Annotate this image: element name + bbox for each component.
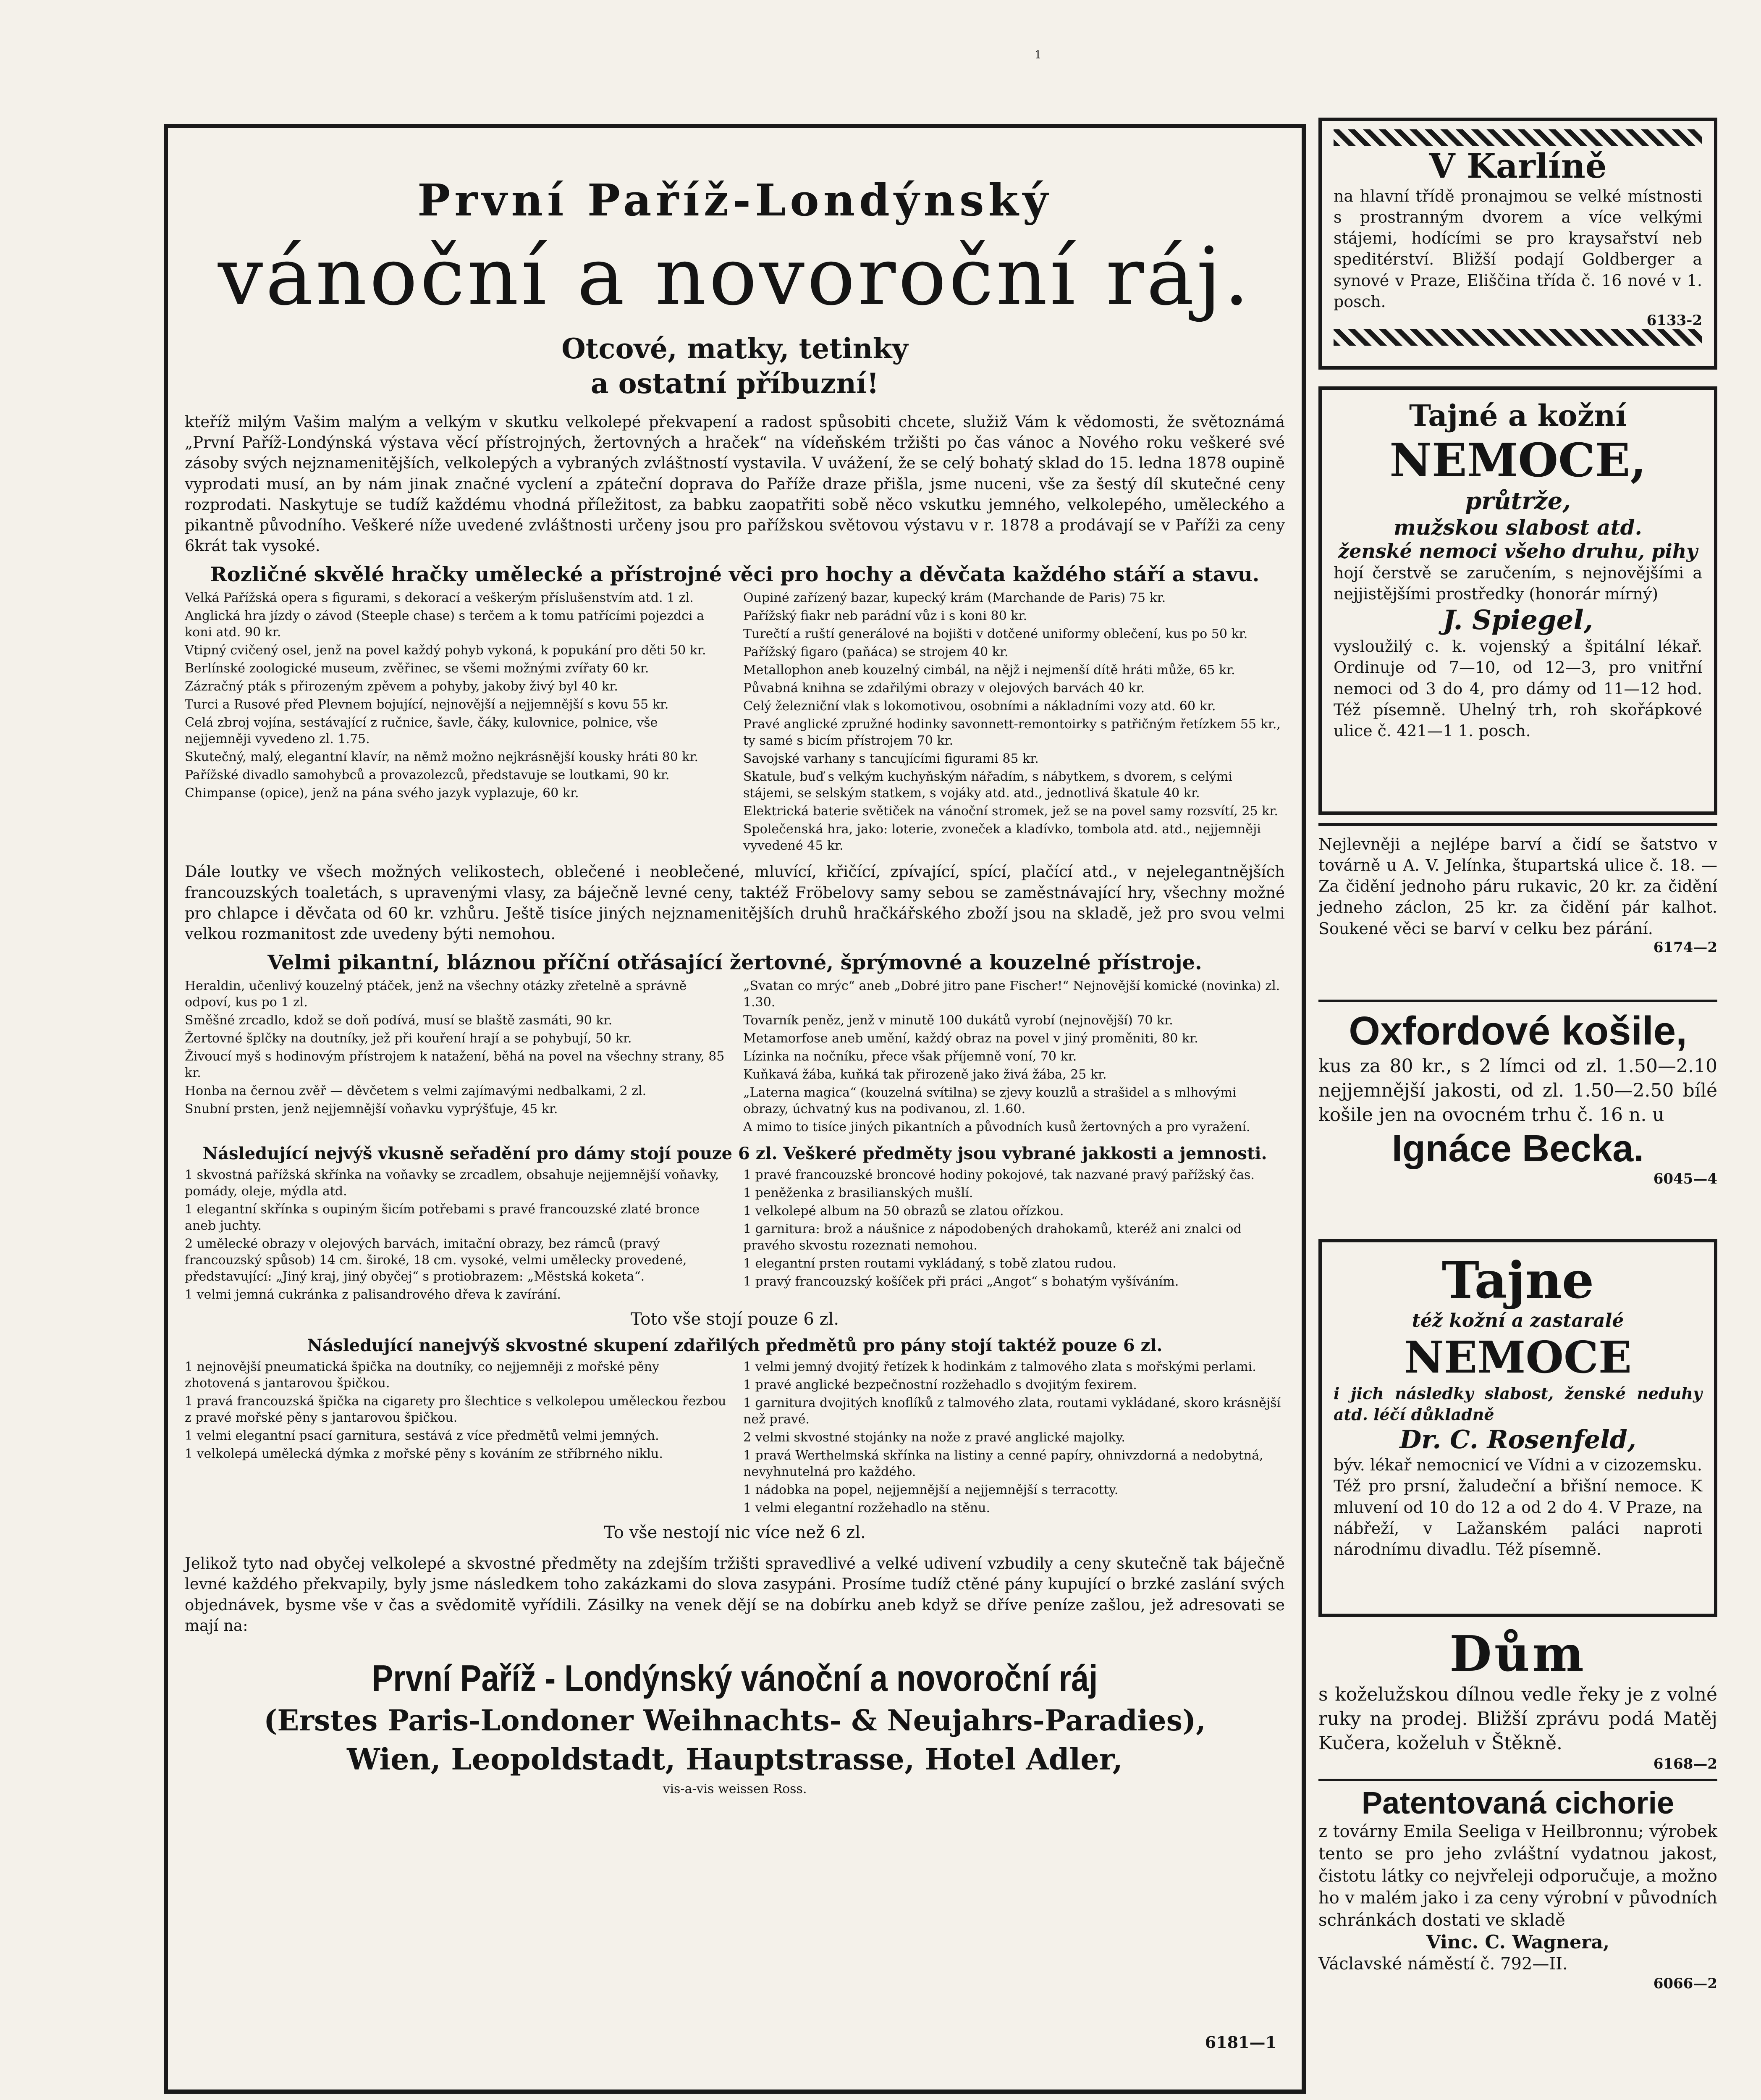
- ad-spiegel-line5: ženské nemoci všeho druhu, pihy: [1338, 540, 1698, 562]
- ad-dum-text: s koželužskou dílnou vedle řeky je z volné ruky na prodej. Bližší zprávu podá Matěj Kučera, koželuh v Štěkně.: [1318, 1684, 1717, 1754]
- list-item: 1 pravá Werthelmská skřínka na listiny a cenné papíry, ohnivzdorná a nedobytná, nevyhnutelná pro každého.: [743, 1448, 1263, 1480]
- list-item: 1 velkolepá umělecká dýmka z mořské pěny s kováním ze stříbrného niklu.: [185, 1446, 663, 1462]
- section2-title: Velmi pikantní, bláznou příční otřásající žertovné, šprýmovné a kouzelné přístroje.: [267, 951, 1202, 975]
- ad-becka-name: Ignáce Becka.: [1392, 1128, 1644, 1170]
- ad-karlin-code: 6133-2: [1646, 312, 1702, 329]
- list-item: Metallophon aneb kouzelný cimbál, na nějž i nejmenší dítě hráti může, 65 kr.: [743, 663, 1235, 678]
- ad-karlin: [1318, 118, 1717, 370]
- list-item: Pařížský figaro (paňáca) se strojem 40 kr.: [743, 645, 1009, 660]
- section4-right: [743, 1359, 1285, 1518]
- ad-rosenfeld: [1318, 1239, 1717, 1617]
- ad-spiegel: [1318, 386, 1717, 815]
- list-item: 1 velkolepé album na 50 obrazů se zlatou ořízkou.: [743, 1204, 1064, 1219]
- list-item: 1 velmi elegantní psací garnitura, sestává z více předmětů velmi jemných.: [185, 1428, 659, 1444]
- list-item: 1 peněženka z brasilianských mušlí.: [743, 1186, 973, 1201]
- ad-karlin-text: na hlavní třídě pronajmou se velké místnosti s prostranným dvorem a více velkými stájemi, hodícími se pro kraysařství neb speditérství. Bližší podají Goldberger a synové v Praze, Eliščina třída č. 16 nové v 1. posch.: [1334, 187, 1702, 311]
- ad-cichorie-address: Václavské náměstí č. 792—II.: [1318, 1954, 1568, 1974]
- ad-jelinek-text: Nejlevněji a nejlépe barví a čidí se šatstvo v továrně u A. V. Jelínka, štupartská ulice č. 18. — Za čidění jednoho páru rukavic, 20 kr. za čidění jedneho záclon, 25 kr. za čidění pár kalhot. Soukené věci se barví v celku bez párání.: [1318, 835, 1717, 938]
- list-item: „Svatan co mrýc“ aneb „Dobré jitro pane Fischer!“ Nejnovější komické (novinka) zl. 1.30.: [743, 979, 1280, 1010]
- ad-spiegel-line1: Tajné a kožní: [1409, 398, 1627, 433]
- ad-rosenfeld-line3: NEMOCE: [1404, 1331, 1632, 1383]
- section4-title: Následující nanejvýš skvostné skupení zdařilých předmětů pro pány stojí taktéž pouze 6 zl.: [307, 1336, 1163, 1356]
- list-item: Společenská hra, jako: loterie, zvoneček a kladívko, tombola atd. atd., nejjemněji vyvedené 45 kr.: [743, 822, 1261, 853]
- ad-cichorie-code: 6066—2: [1653, 1975, 1717, 1992]
- firm-german-name: (Erstes Paris-Londoner Weihnachts- & Neujahrs-Paradies),: [264, 1704, 1206, 1738]
- list-item: 1 pravý francouzský košíček při práci „Angot“ s bohatým vyšíváním.: [743, 1274, 1179, 1289]
- decorative-border: [1334, 329, 1702, 346]
- column-separator: [1318, 1779, 1717, 1781]
- section2-left: [185, 978, 726, 1137]
- ad-jelinek-code: 6174—2: [1653, 939, 1717, 956]
- ad-title-top: První Paříž-Londýnský: [417, 174, 1052, 226]
- list-item: Oupiné zařízený bazar, kupecký krám (Marchande de Paris) 75 kr.: [743, 591, 1166, 606]
- list-item: 1 pravá francouzská špička na cigarety pro šlechtice s velkolepou uměleckou řezbou z pravé mořské pěny s jantarovou špičkou.: [185, 1394, 726, 1425]
- list-item: 1 skvostná pařížská skřínka na voňavky se zrcadlem, obsahuje nejjemnější voňavky, pomády, oleje, mýdla atd.: [185, 1168, 719, 1199]
- list-item: 1 velmi elegantní rozžehadlo na stěnu.: [743, 1501, 991, 1516]
- ad-becka-title: Oxfordové košile,: [1349, 1008, 1687, 1053]
- list-item: Lízinka na nočníku, přece však příjemně voní, 70 kr.: [743, 1049, 1077, 1064]
- ad-dum: [1318, 1625, 1717, 1772]
- ad-spiegel-text2: vysloužilý c. k. vojenský a špitální lékař. Ordinuje od 7—10, od 12—3, pro vnitřní nemoci od 3 do 4, pro dámy od 11—12 hod. Též písemně. Uhelný trh, roh skořápkové ulice č. 421—1 1. posch.: [1334, 637, 1702, 740]
- list-item: Pařížské divadlo samohybců a provazolezců, představuje se loutkami, 90 kr.: [185, 768, 670, 783]
- list-item: Savojské varhany s tancujícími figurami 85 kr.: [743, 751, 1039, 766]
- list-item: Turečtí a ruští generálové na bojišti v dotčené uniformy oblečení, kus po 50 kr.: [743, 627, 1248, 642]
- ad-rosenfeld-line4: i jich následky slabost, ženské neduhy atd. léčí důkladně: [1334, 1384, 1702, 1424]
- list-item: Živoucí myš s hodinovým přístrojem k natažení, běhá na povel na všechny strany, 85 kr.: [185, 1049, 725, 1081]
- list-item: Elektrická baterie světiček na vánoční stromek, jež se na povel samy rozsvítí, 25 kr.: [743, 804, 1278, 819]
- list-item: Směšné zrcadlo, kdož se doň podívá, musí se blaště zasmáti, 90 kr.: [185, 1013, 613, 1028]
- list-item: Celá zbroj vojína, sestávající z ručnice, šavle, čáky, kulovnice, polnice, vše nejjemněji vyvedeno zl. 1.75.: [185, 715, 658, 747]
- list-item: Žertovné šplčky na doutníky, jež při kouření hrají a se pohybují, 50 kr.: [185, 1031, 632, 1046]
- list-item: Skutečný, malý, elegantní klavír, na němž možno nejkrásnější kousky hráti 80 kr.: [185, 750, 699, 765]
- page-mark: 1: [1035, 49, 1042, 61]
- list-item: 2 umělecké obrazy v olejových barvách, imitační obrazy, bez rámců (pravý francouzský spůsob) 14 cm. široké, 18 cm. vysoké, velmi umělecky provedené, představující: „Jiný kraj, jiný obyčej“ s protiobrazem: „Městská koketa“.: [185, 1236, 687, 1284]
- ad-dum-title: Dům: [1449, 1625, 1586, 1683]
- ad-cichorie: [1318, 1785, 1717, 1992]
- ad-cichorie-title: Patentovaná cichorie: [1361, 1785, 1675, 1820]
- section2-columns: [185, 978, 1285, 1137]
- closing-paragraph: Jelikož tyto nad obyčej velkolepé a skvostné předměty na zdejším tržišti spravedlivé a velké udivení vzbudily a ceny skutečně tak báječně levné každého překvapily, byly jsme následkem toho zakázkami do slova zasypáni. Prosíme tudíž ctěné pány kupující o brzké zaslání svých objednávek, bysme vše v čas a svědomitě vyřídili. Zásilky na venek dějí se na dobírku aneb když se dříve peníze zašlou, jež adresovati se mají na:: [185, 1554, 1285, 1635]
- salutation-line-1: Otcové, matky, tetinky: [561, 332, 908, 365]
- main-advertisement: [164, 124, 1306, 2094]
- section3-title: Následující nejvýš vkusně seřadění pro dámy stojí pouze 6 zl. Veškeré předměty jsou vybrané jakkosti a jemnosti.: [202, 1144, 1267, 1164]
- firm-vis-a-vis: vis-a-vis weissen Ross.: [663, 1782, 807, 1797]
- ad-becka-code: 6045—4: [1653, 1171, 1717, 1188]
- ad-rosenfeld-line2: též kožní a zastaralé: [1412, 1310, 1624, 1331]
- section3-columns: [185, 1167, 1285, 1305]
- ad-spiegel-text: hojí čerstvě se zaručením, s nejnovějšími a nejjistějšími prostředky (honorár mírný): [1334, 564, 1702, 604]
- firm-name: První Paříž - Londýnský vánoční a novoroční ráj: [372, 1657, 1098, 1699]
- list-item: Půvabná knihna se zdařilými obrazy v olejových barvách 40 kr.: [743, 681, 1145, 696]
- ad-rosenfeld-line1: Tajne: [1441, 1251, 1594, 1310]
- list-item: Tovarník peněz, jenž v minutě 100 dukátů vyrobí (nejnovější) 70 kr.: [743, 1013, 1173, 1028]
- list-item: Velká Pařížská opera s figurami, s dekorací a veškerým příslušenstvím atd. 1 zl.: [185, 591, 694, 606]
- paragraph-2: Dále loutky ve všech možných velikostech, oblečené i neoblečené, mluvící, křičící, zpívající, spící, plačící atd., v nejelegantnějších francouzských toaletách, s upravenými vlasy, za báječně levné ceny, taktéž Fröbelovy samy sebou se zaměstnávající hry, všechny možné pro chlapce i děvčata od 60 kr. vzhůru. Ještě tisíce jiných nejznamenitějších druhů hračkářského zboží jsou na skladě, jež pro svou velmi velkou rozmanitost zde uvedeny býti nemohou.: [185, 863, 1285, 943]
- list-item: 1 garnitura: brož a náušnice z nápodobených drahokamů, kteréž ani znalci od pravého skvostu rozeznati nemohou.: [743, 1222, 1242, 1253]
- list-item: Honba na černou zvěř — děvčetem s velmi zajímavými nedbalkami, 2 zl.: [185, 1084, 647, 1099]
- list-item: A mimo to tisíce jiných pikantních a původních kusů žertovných a pro vyražení.: [743, 1120, 1250, 1135]
- section3-left: [185, 1167, 726, 1305]
- list-item: Zázračný pták s přirozeným zpěvem a pohyby, jakoby živý byl 40 kr.: [185, 679, 618, 694]
- decorative-border: [1334, 129, 1702, 146]
- ad-spiegel-doctor: J. Spiegel,: [1443, 604, 1593, 636]
- list-item: Vtipný cvičený osel, jenž na povel každý pohyb vykoná, k popukání pro děti 50 kr.: [185, 643, 706, 658]
- intro-paragraph: kteříž milým Vašim malým a velkým v skutku velkolepé překvapení a radost spůsobiti chcete, služiž Vám k vědomosti, že světoznámá „První Paříž-Londýnská výstava věcí přístrojných, žertovných a hraček“ na vídeňském tržišti po čas vánoc a Nového roku veškeré své zásoby svých nejznamenitějších, velkolepých a vybraných zvláštností vystavila. V uvážení, že se celý bohatý sklad do 15. ledna 1878 oupině vyprodati musí, an by nám jinak značné vyclení a zpáteční doprava do Paříže draze přišla, jsme nuceni, vše za šestý díl skutečné ceny rozprodati. Naskytuje se tudíž každému vhodná příležitost, za babku zaopatřiti sobě něco vskutku jemného, velkolepého, uměleckého a pikantně původního. Veškeré níže uvedené zvláštnosti určeny jsou pro pařížskou světovou výstavu v r. 1878 a prodávají se v Paříži za ceny 6krát tak vysoké.: [185, 413, 1285, 555]
- list-item: 1 pravé anglické bezpečnostní rozžehadlo s dvojitým fexirem.: [743, 1378, 1137, 1393]
- ad-rosenfeld-text: býv. lékař nemocnicí ve Vídni a v cizozemsku. Též pro prsní, žaludeční a břišní nemoce. K mluvení od 10 do 12 a od 2 do 4. V Praze, na nábřeží, v Lažanském paláci naproti národnímu divadlu. Též písemně.: [1334, 1456, 1702, 1559]
- list-item: Pravé anglické zpružné hodinky savonnett-remontoirky s patřičným řetízkem 55 kr., ty samé s bicím přístrojem 70 kr.: [743, 717, 1281, 748]
- section1-left: [185, 590, 726, 856]
- ad-becka-text: kus za 80 kr., s 2 límci od zl. 1.50—2.10 nejjemnější jakosti, od zl. 1.50—2.50 bílé košile jen na ovocném trhu č. 16 n. u: [1318, 1055, 1717, 1126]
- list-item: 1 garnitura dvojitých knoflíků z talmového zlata, routami vykládané, skoro krásnější než pravé.: [743, 1396, 1281, 1427]
- section4-left: [185, 1359, 726, 1518]
- list-item: Chimpanse (opice), jenž na pána svého jazyk vyplazuje, 60 kr.: [185, 786, 579, 801]
- list-item: 2 velmi skvostné stojánky na nože z pravé anglické majolky.: [743, 1430, 1125, 1445]
- list-item: 1 nejnovější pneumatická špička na doutníky, co nejjemněji z mořské pěny zhotovená s jantarovou špičkou.: [185, 1360, 660, 1391]
- firm-address: Wien, Leopoldstadt, Hauptstrasse, Hotel Adler,: [347, 1742, 1123, 1777]
- list-item: „Laterna magica“ (kouzelná svítilna) se zjevy kouzlů a strašidel a s mlhovými obrazy, úchvatný kus na podivanou, zl. 1.60.: [743, 1085, 1237, 1117]
- list-item: Kuňkavá žába, kuňká tak přirozeně jako živá žába, 25 kr.: [743, 1067, 1107, 1082]
- list-item: Anglická hra jízdy o závod (Steeple chase) s terčem a k tomu patřícími pojezdci a koni atd. 90 kr.: [185, 609, 704, 640]
- ad-rosenfeld-doctor: Dr. C. Rosenfeld,: [1399, 1425, 1636, 1455]
- list-item: Turci a Rusové před Plevnem bojující, nejnovější a nejjemnější s kovu 55 kr.: [185, 697, 669, 712]
- ad-jelinek: [1318, 834, 1717, 956]
- ad-cichorie-name: Vinc. C. Wagnera,: [1426, 1931, 1610, 1953]
- list-item: 1 velmi jemná cukránka z palisandrového dřeva k zavírání.: [185, 1287, 561, 1302]
- ad-title-main: vánoční a novoroční ráj.: [218, 230, 1252, 323]
- list-item: Pařížský fiakr neb parádní vůz i s koni 80 kr.: [743, 609, 1027, 624]
- list-item: 1 velmi jemný dvojitý řetízek k hodinkám z talmového zlata s mořskými perlami.: [743, 1360, 1256, 1375]
- column-separator: [1318, 1000, 1717, 1002]
- salutation-line-2: a ostatní příbuzní!: [590, 367, 879, 400]
- ad-karlin-title: V Karlíně: [1429, 146, 1607, 186]
- list-item: Metamorfose aneb umění, každý obraz na povel v jiný proměniti, 80 kr.: [743, 1031, 1198, 1046]
- ad-dum-code: 6168—2: [1653, 1756, 1717, 1773]
- ad-spiegel-line4: mužskou slabost atd.: [1394, 515, 1642, 540]
- ad-spiegel-line2: NEMOCE,: [1389, 433, 1646, 487]
- column-separator: [1318, 823, 1717, 826]
- section1-right: [743, 590, 1285, 856]
- list-item: Celý železniční vlak s lokomotivou, osobními a nákladními vozy atd. 60 kr.: [743, 699, 1216, 714]
- section1-columns: [185, 590, 1285, 856]
- list-item: 1 pravé francouzské broncové hodiny pokojové, tak nazvané pravý pařížský čas.: [743, 1168, 1255, 1183]
- section1-title: Rozličné skvělé hračky umělecké a přístrojné věci pro hochy a děvčata každého stáří a stavu.: [210, 563, 1260, 587]
- ad-cichorie-text: z továrny Emila Seeliga v Heilbronnu; výrobek tento se pro jeho zvláštní vydatnou jakost, čistotu látky co nejvřeleji odporučuje, a možno ho v malém jako i za ceny výrobní v původních schránkách dostati ve skladě: [1318, 1822, 1717, 1930]
- ad-code: 6181—1: [1205, 2033, 1276, 2052]
- list-item: 1 elegantní skřínka s oupiným šicím potřebami s pravé francouzské zlaté bronce aneb juchty.: [185, 1202, 700, 1234]
- list-item: Skatule, buď s velkým kuchyňským nářadím, s nábytkem, s dvorem, s celými stájemi, se selským statkem, s vojáky atd. atd., jednotlivá škatule 40 kr.: [743, 769, 1232, 801]
- ad-becka: [1318, 1008, 1717, 1187]
- list-item: 1 elegantní prsten routami vykládaný, s tobě zlatou rudou.: [743, 1256, 1117, 1271]
- section2-right: [743, 978, 1285, 1137]
- section4-columns: [185, 1359, 1285, 1518]
- section4-total: To vše nestojí nic více než 6 zl.: [604, 1523, 866, 1543]
- ad-spiegel-line3: průtrže,: [1465, 487, 1571, 515]
- list-item: 1 nádobka na popel, nejjemnější a nejjemnější s terracotty.: [743, 1483, 1119, 1498]
- list-item: Berlínské zoologické museum, zvěřinec, se všemi možnými zvířaty 60 kr.: [185, 661, 649, 676]
- section3-right: [743, 1167, 1285, 1305]
- list-item: Heraldin, učenlivý kouzelný ptáček, jenž na všechny otázky zřetelně a správně odpoví, kus po 1 zl.: [185, 979, 687, 1010]
- section3-total: Toto vše stojí pouze 6 zl.: [630, 1310, 839, 1329]
- list-item: Snubní prsten, jenž nejjemnější voňavku vyprýšťuje, 45 kr.: [185, 1102, 558, 1117]
